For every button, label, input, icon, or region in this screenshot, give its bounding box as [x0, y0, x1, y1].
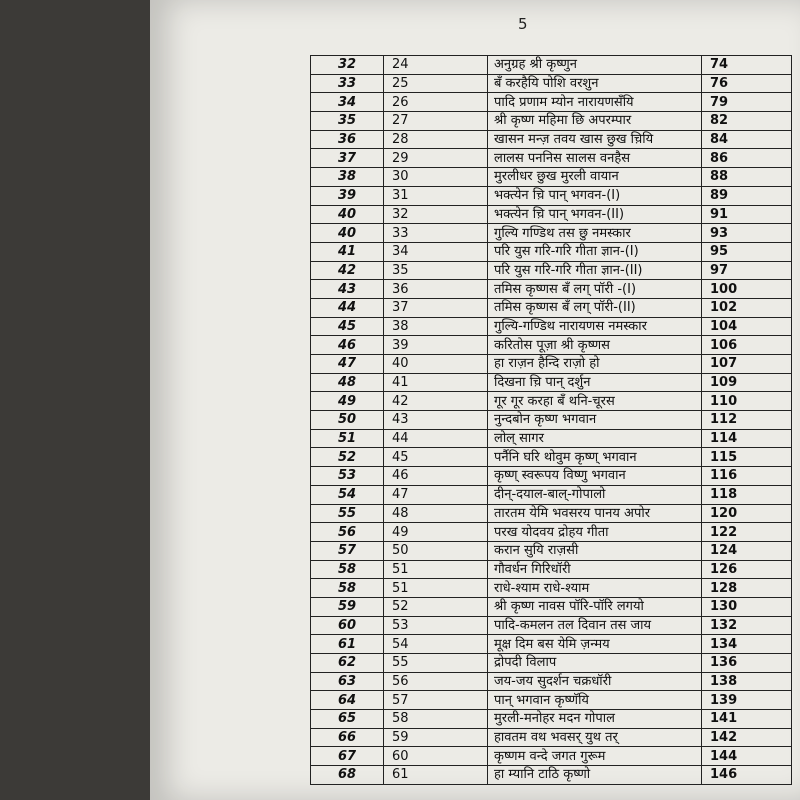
page-number-cell: 136 [702, 654, 792, 673]
page-number-cell: 76 [702, 74, 792, 93]
serial-number-cell: 43 [311, 280, 384, 299]
title-cell: हा म्यानि टाठि कृष्णो [488, 766, 702, 785]
table-row [311, 541, 792, 560]
page-number-cell: 134 [702, 635, 792, 654]
item-number-cell: 50 [384, 541, 488, 560]
title-cell: मुरलीधर छुख मुरली वायान [488, 168, 702, 187]
serial-number-cell: 32 [311, 56, 384, 75]
serial-number-cell: 36 [311, 130, 384, 149]
page-number-cell: 132 [702, 616, 792, 635]
title-cell: गुल्यि गण्डिथ तस छु नमस्कार [488, 224, 702, 243]
title-cell: भक्त्येन च़ि पान् भगवन-(II) [488, 205, 702, 224]
serial-number-cell: 49 [311, 392, 384, 411]
title-cell: जय-जय सुदर्शन चक्रधॉरी [488, 672, 702, 691]
item-number-cell: 53 [384, 616, 488, 635]
item-number-cell: 29 [384, 149, 488, 168]
page-number-cell: 102 [702, 298, 792, 317]
serial-number-cell: 64 [311, 691, 384, 710]
serial-number-cell: 42 [311, 261, 384, 280]
title-cell: लालस पननिस सालस वनहैस [488, 149, 702, 168]
item-number-cell: 42 [384, 392, 488, 411]
serial-number-cell: 67 [311, 747, 384, 766]
title-cell: गुल्यि-गण्डिथ नारायणस नमस्कार [488, 317, 702, 336]
item-number-cell: 28 [384, 130, 488, 149]
table-row [311, 224, 792, 243]
serial-number-cell: 57 [311, 541, 384, 560]
title-cell: पादि-कमलन तल दिवान तस जाय [488, 616, 702, 635]
serial-number-cell: 61 [311, 635, 384, 654]
serial-number-cell: 44 [311, 298, 384, 317]
page-number-cell: 104 [702, 317, 792, 336]
serial-number-cell: 38 [311, 168, 384, 187]
item-number-cell: 36 [384, 280, 488, 299]
item-number-cell: 37 [384, 298, 488, 317]
title-cell: दिखना च़ि पान् दर्शुन [488, 373, 702, 392]
table-row [311, 336, 792, 355]
table-row [311, 654, 792, 673]
title-cell: परि युस गरि-गरि गीता ज्ञान-(II) [488, 261, 702, 280]
title-cell: खासन मन्ज़ तवय खास छुख च़ियि [488, 130, 702, 149]
serial-number-cell: 55 [311, 504, 384, 523]
table-row [311, 242, 792, 261]
page-number-cell: 82 [702, 112, 792, 131]
title-cell: भक्त्येन च़ि पान् भगवन-(I) [488, 186, 702, 205]
item-number-cell: 51 [384, 579, 488, 598]
table-row [311, 635, 792, 654]
page-number-cell: 139 [702, 691, 792, 710]
page-number-cell: 138 [702, 672, 792, 691]
title-cell: लोल् सागर [488, 429, 702, 448]
table-row [311, 186, 792, 205]
serial-number-cell: 62 [311, 654, 384, 673]
serial-number-cell: 47 [311, 355, 384, 374]
item-number-cell: 40 [384, 355, 488, 374]
table-row [311, 261, 792, 280]
page-number-cell: 142 [702, 728, 792, 747]
serial-number-cell: 37 [311, 149, 384, 168]
serial-number-cell: 40 [311, 224, 384, 243]
table-row [311, 429, 792, 448]
page-number-cell: 118 [702, 485, 792, 504]
title-cell: मुरली-मनोहर मदन गोपाल [488, 710, 702, 729]
item-number-cell: 57 [384, 691, 488, 710]
serial-number-cell: 35 [311, 112, 384, 131]
title-cell: परख योदवय द्रोहय गीता [488, 523, 702, 542]
table-row [311, 672, 792, 691]
title-cell: बँ करहैयि पोशि वरशुन [488, 74, 702, 93]
item-number-cell: 25 [384, 74, 488, 93]
item-number-cell: 31 [384, 186, 488, 205]
table-row [311, 280, 792, 299]
item-number-cell: 46 [384, 467, 488, 486]
page-number-cell: 93 [702, 224, 792, 243]
page-number-cell: 91 [702, 205, 792, 224]
page-number-cell: 141 [702, 710, 792, 729]
title-cell: श्री कृष्ण महिमा छि अपरम्पार [488, 112, 702, 131]
page-number-cell: 114 [702, 429, 792, 448]
item-number-cell: 45 [384, 448, 488, 467]
page-number-cell: 110 [702, 392, 792, 411]
page-number-cell: 106 [702, 336, 792, 355]
table-row [311, 93, 792, 112]
table-row [311, 616, 792, 635]
table-row [311, 766, 792, 785]
serial-number-cell: 45 [311, 317, 384, 336]
page-number-cell: 74 [702, 56, 792, 75]
title-cell: करितोस पूज़ा श्री कृष्णस [488, 336, 702, 355]
serial-number-cell: 51 [311, 429, 384, 448]
title-cell: द्रोपदी विलाप [488, 654, 702, 673]
book-page [150, 0, 800, 800]
table-row [311, 411, 792, 430]
title-cell: मूक्ष दिम बस येमि ज़न्मय [488, 635, 702, 654]
table-row [311, 560, 792, 579]
title-cell: पादि प्रणाम म्योन नारायणसँयि [488, 93, 702, 112]
title-cell: अनुग्रह श्री कृष्णुन [488, 56, 702, 75]
item-number-cell: 44 [384, 429, 488, 448]
item-number-cell: 55 [384, 654, 488, 673]
title-cell: तमिस कृष्णस बँ लग् पॉरी -(I) [488, 280, 702, 299]
item-number-cell: 32 [384, 205, 488, 224]
title-cell: परि युस गरि-गरि गीता ज्ञान-(I) [488, 242, 702, 261]
page-number-cell: 128 [702, 579, 792, 598]
page-number-cell: 107 [702, 355, 792, 374]
item-number-cell: 41 [384, 373, 488, 392]
page-number-cell: 120 [702, 504, 792, 523]
item-number-cell: 24 [384, 56, 488, 75]
page-number-cell: 115 [702, 448, 792, 467]
serial-number-cell: 48 [311, 373, 384, 392]
item-number-cell: 60 [384, 747, 488, 766]
table-row [311, 579, 792, 598]
title-cell: राधे-श्याम राधे-श्याम [488, 579, 702, 598]
table-row [311, 317, 792, 336]
table-row [311, 205, 792, 224]
item-number-cell: 43 [384, 411, 488, 430]
item-number-cell: 49 [384, 523, 488, 542]
page-number-cell: 130 [702, 597, 792, 616]
table-row [311, 523, 792, 542]
table-row [311, 467, 792, 486]
title-cell: दीन्-दयाल-बाल्-गोपालो [488, 485, 702, 504]
serial-number-cell: 53 [311, 467, 384, 486]
title-cell: हावतम वथ भवसर् युथ तर् [488, 728, 702, 747]
serial-number-cell: 40 [311, 205, 384, 224]
table-row [311, 373, 792, 392]
serial-number-cell: 39 [311, 186, 384, 205]
title-cell: हा राज़न हैन्दि राज़ो हो [488, 355, 702, 374]
item-number-cell: 33 [384, 224, 488, 243]
item-number-cell: 56 [384, 672, 488, 691]
serial-number-cell: 41 [311, 242, 384, 261]
page-number-cell: 109 [702, 373, 792, 392]
page-number-cell: 146 [702, 766, 792, 785]
item-number-cell: 52 [384, 597, 488, 616]
item-number-cell: 51 [384, 560, 488, 579]
table-row [311, 355, 792, 374]
title-cell: गौवर्धन गिरिधॉरी [488, 560, 702, 579]
table-row [311, 747, 792, 766]
serial-number-cell: 52 [311, 448, 384, 467]
title-cell: कृष्णम वन्दे जगत गुरूम [488, 747, 702, 766]
page-number-cell: 126 [702, 560, 792, 579]
title-cell: पान् भगवान कृष्णॅयि [488, 691, 702, 710]
item-number-cell: 26 [384, 93, 488, 112]
table-row [311, 504, 792, 523]
serial-number-cell: 54 [311, 485, 384, 504]
serial-number-cell: 60 [311, 616, 384, 635]
table-row [311, 691, 792, 710]
serial-number-cell: 34 [311, 93, 384, 112]
table-of-contents [310, 55, 792, 785]
table-row [311, 392, 792, 411]
page-number-cell: 122 [702, 523, 792, 542]
table-row [311, 448, 792, 467]
serial-number-cell: 50 [311, 411, 384, 430]
page-number-cell: 88 [702, 168, 792, 187]
title-cell: नुन्दबोन कृष्ण भगवान [488, 411, 702, 430]
page-number-cell: 95 [702, 242, 792, 261]
table-row [311, 298, 792, 317]
page-number: 5 [518, 15, 528, 33]
table-row [311, 56, 792, 75]
title-cell: गूर गूर करहा बँ थनि-चूरस [488, 392, 702, 411]
item-number-cell: 59 [384, 728, 488, 747]
item-number-cell: 38 [384, 317, 488, 336]
table-row [311, 74, 792, 93]
title-cell: कृष्ण् स्वरूपय विष्णु भगवान [488, 467, 702, 486]
table-row [311, 168, 792, 187]
item-number-cell: 30 [384, 168, 488, 187]
title-cell: करान सुयि राज़सी [488, 541, 702, 560]
page-number-cell: 144 [702, 747, 792, 766]
serial-number-cell: 46 [311, 336, 384, 355]
title-cell: तमिस कृष्णस बँ लग् पॉरी-(II) [488, 298, 702, 317]
serial-number-cell: 68 [311, 766, 384, 785]
table-row [311, 597, 792, 616]
table-row [311, 130, 792, 149]
page-number-cell: 79 [702, 93, 792, 112]
page-number-cell: 89 [702, 186, 792, 205]
title-cell: तारतम येमि भवसरय पानय अपोर [488, 504, 702, 523]
item-number-cell: 58 [384, 710, 488, 729]
serial-number-cell: 56 [311, 523, 384, 542]
page-number-cell: 86 [702, 149, 792, 168]
item-number-cell: 35 [384, 261, 488, 280]
item-number-cell: 27 [384, 112, 488, 131]
serial-number-cell: 58 [311, 579, 384, 598]
page-number-cell: 124 [702, 541, 792, 560]
page-number-cell: 84 [702, 130, 792, 149]
table-row [311, 728, 792, 747]
toc-body [311, 56, 792, 785]
page-number-cell: 112 [702, 411, 792, 430]
title-cell: पर्नैनि घरि थोवुम कृष्ण् भगवान [488, 448, 702, 467]
item-number-cell: 34 [384, 242, 488, 261]
serial-number-cell: 33 [311, 74, 384, 93]
item-number-cell: 61 [384, 766, 488, 785]
serial-number-cell: 65 [311, 710, 384, 729]
item-number-cell: 39 [384, 336, 488, 355]
table-row [311, 149, 792, 168]
table-row [311, 710, 792, 729]
item-number-cell: 47 [384, 485, 488, 504]
item-number-cell: 48 [384, 504, 488, 523]
page-number-cell: 97 [702, 261, 792, 280]
serial-number-cell: 63 [311, 672, 384, 691]
title-cell: श्री कृष्ण नावस पॉरि-पॉरि लगयो [488, 597, 702, 616]
table-row [311, 112, 792, 131]
table-row [311, 485, 792, 504]
serial-number-cell: 66 [311, 728, 384, 747]
page-number-cell: 116 [702, 467, 792, 486]
page-number-cell: 100 [702, 280, 792, 299]
serial-number-cell: 59 [311, 597, 384, 616]
serial-number-cell: 58 [311, 560, 384, 579]
item-number-cell: 54 [384, 635, 488, 654]
